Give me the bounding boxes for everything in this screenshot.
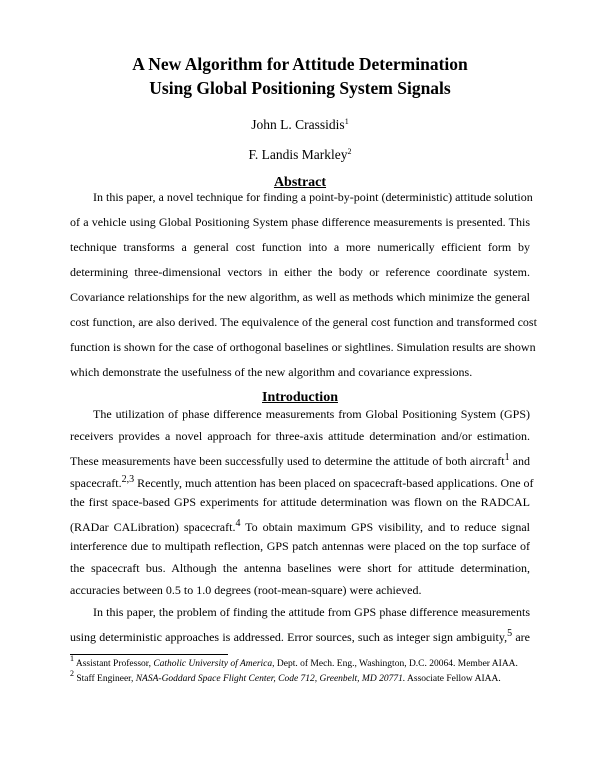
intro-line bbox=[70, 450, 530, 466]
abstract-line: determining three-dimensional vectors in either the body or reference coordinate system. bbox=[70, 265, 530, 279]
footnote-affiliation: Catholic University of America bbox=[153, 659, 273, 669]
author-2-footnote-mark: 2 bbox=[347, 147, 352, 156]
author-2-name: F. Landis Markley bbox=[248, 147, 348, 162]
footnote-divider bbox=[70, 654, 228, 655]
abstract-line: function is shown for the case of orthogonal baselines or sightlines. Simulation results are shown bbox=[70, 340, 536, 354]
author-1-name: John L. Crassidis bbox=[251, 117, 345, 132]
footnote-text: Assistant Professor, bbox=[74, 659, 154, 669]
intro-text: (RADar CALibration) spacecraft. bbox=[70, 520, 236, 534]
author-2 bbox=[0, 146, 600, 164]
paper-title-line-1: A New Algorithm for Attitude Determination bbox=[132, 54, 468, 74]
intro-text: and bbox=[509, 454, 531, 468]
intro-line: receivers provides a novel approach for three-axis attitude determination and/or estimation. bbox=[70, 429, 530, 443]
citation-mark: 5 bbox=[507, 628, 513, 639]
footnote-affiliation: NASA-Goddard Space Flight Center, Code 712, Greenbelt, MD 20771. bbox=[135, 674, 406, 684]
intro-line bbox=[70, 516, 530, 532]
intro-text: Recently, much attention has been placed on spacecraft-based applications. One of bbox=[134, 476, 534, 490]
intro-line: accuracies between 0.5 to 1.0 degrees (root-mean-square) were achieved. bbox=[70, 583, 422, 597]
intro-line: In this paper, the problem of finding the attitude from GPS phase difference measurements bbox=[93, 605, 530, 619]
abstract-line: which demonstrate the usefulness of the new algorithm and covariance expressions. bbox=[70, 365, 473, 379]
citation-mark: 2,3 bbox=[121, 474, 135, 485]
footnote-text: , Dept. of Mech. Eng., Washington, D.C. 20064. Member AIAA. bbox=[272, 659, 518, 669]
intro-line: The utilization of phase difference measurements from Global Positioning System (GPS) bbox=[93, 407, 530, 421]
abstract-line: In this paper, a novel technique for finding a point-by-point (deterministic) attitude solution bbox=[93, 190, 533, 204]
footnote-1 bbox=[70, 654, 530, 670]
intro-line: the first space-based GPS experiments for attitude determination was flown on the RADCAL bbox=[70, 495, 530, 509]
footnote-mark: 2 bbox=[70, 669, 74, 678]
intro-text: are bbox=[512, 630, 530, 644]
intro-line: interference due to multipath reflection, GPS patch antennas were placed on the top surface of bbox=[70, 539, 530, 553]
introduction-heading: Introduction bbox=[262, 390, 338, 405]
author-1 bbox=[0, 116, 600, 134]
intro-line bbox=[70, 472, 534, 490]
footnote-2 bbox=[70, 669, 530, 685]
footnote-text: Staff Engineer, bbox=[74, 674, 136, 684]
citation-mark: 1 bbox=[504, 452, 510, 463]
footnote-mark: 1 bbox=[70, 654, 74, 663]
abstract-line: Covariance relationships for the new algorithm, as well as methods which minimize the general bbox=[70, 290, 530, 304]
abstract-line: cost function, are also derived. The equivalence of the general cost function and transformed cost bbox=[70, 315, 537, 329]
paper-title-line-2: Using Global Positioning System Signals bbox=[149, 78, 451, 98]
abstract-line: of a vehicle using Global Positioning System phase difference measurements is presented. This bbox=[70, 215, 530, 229]
intro-text: spacecraft. bbox=[70, 476, 122, 490]
intro-line bbox=[70, 626, 530, 642]
footnote-text: Associate Fellow AIAA. bbox=[405, 674, 501, 684]
intro-text: These measurements have been successfully used to determine the attitude of both aircraft bbox=[70, 454, 505, 468]
citation-mark: 4 bbox=[235, 518, 241, 529]
intro-text: To obtain maximum GPS visibility, and to reduce signal bbox=[240, 520, 530, 534]
intro-text: using deterministic approaches is addressed. Error sources, such as integer sign ambiguity, bbox=[70, 630, 508, 644]
abstract-line: technique transforms a general cost function into a more numerically efficient form by bbox=[70, 240, 530, 254]
abstract-heading: Abstract bbox=[273, 175, 327, 190]
author-1-footnote-mark: 1 bbox=[344, 117, 349, 126]
intro-line: the spacecraft bus. Although the antenna baselines were short for attitude determination, bbox=[70, 561, 530, 575]
